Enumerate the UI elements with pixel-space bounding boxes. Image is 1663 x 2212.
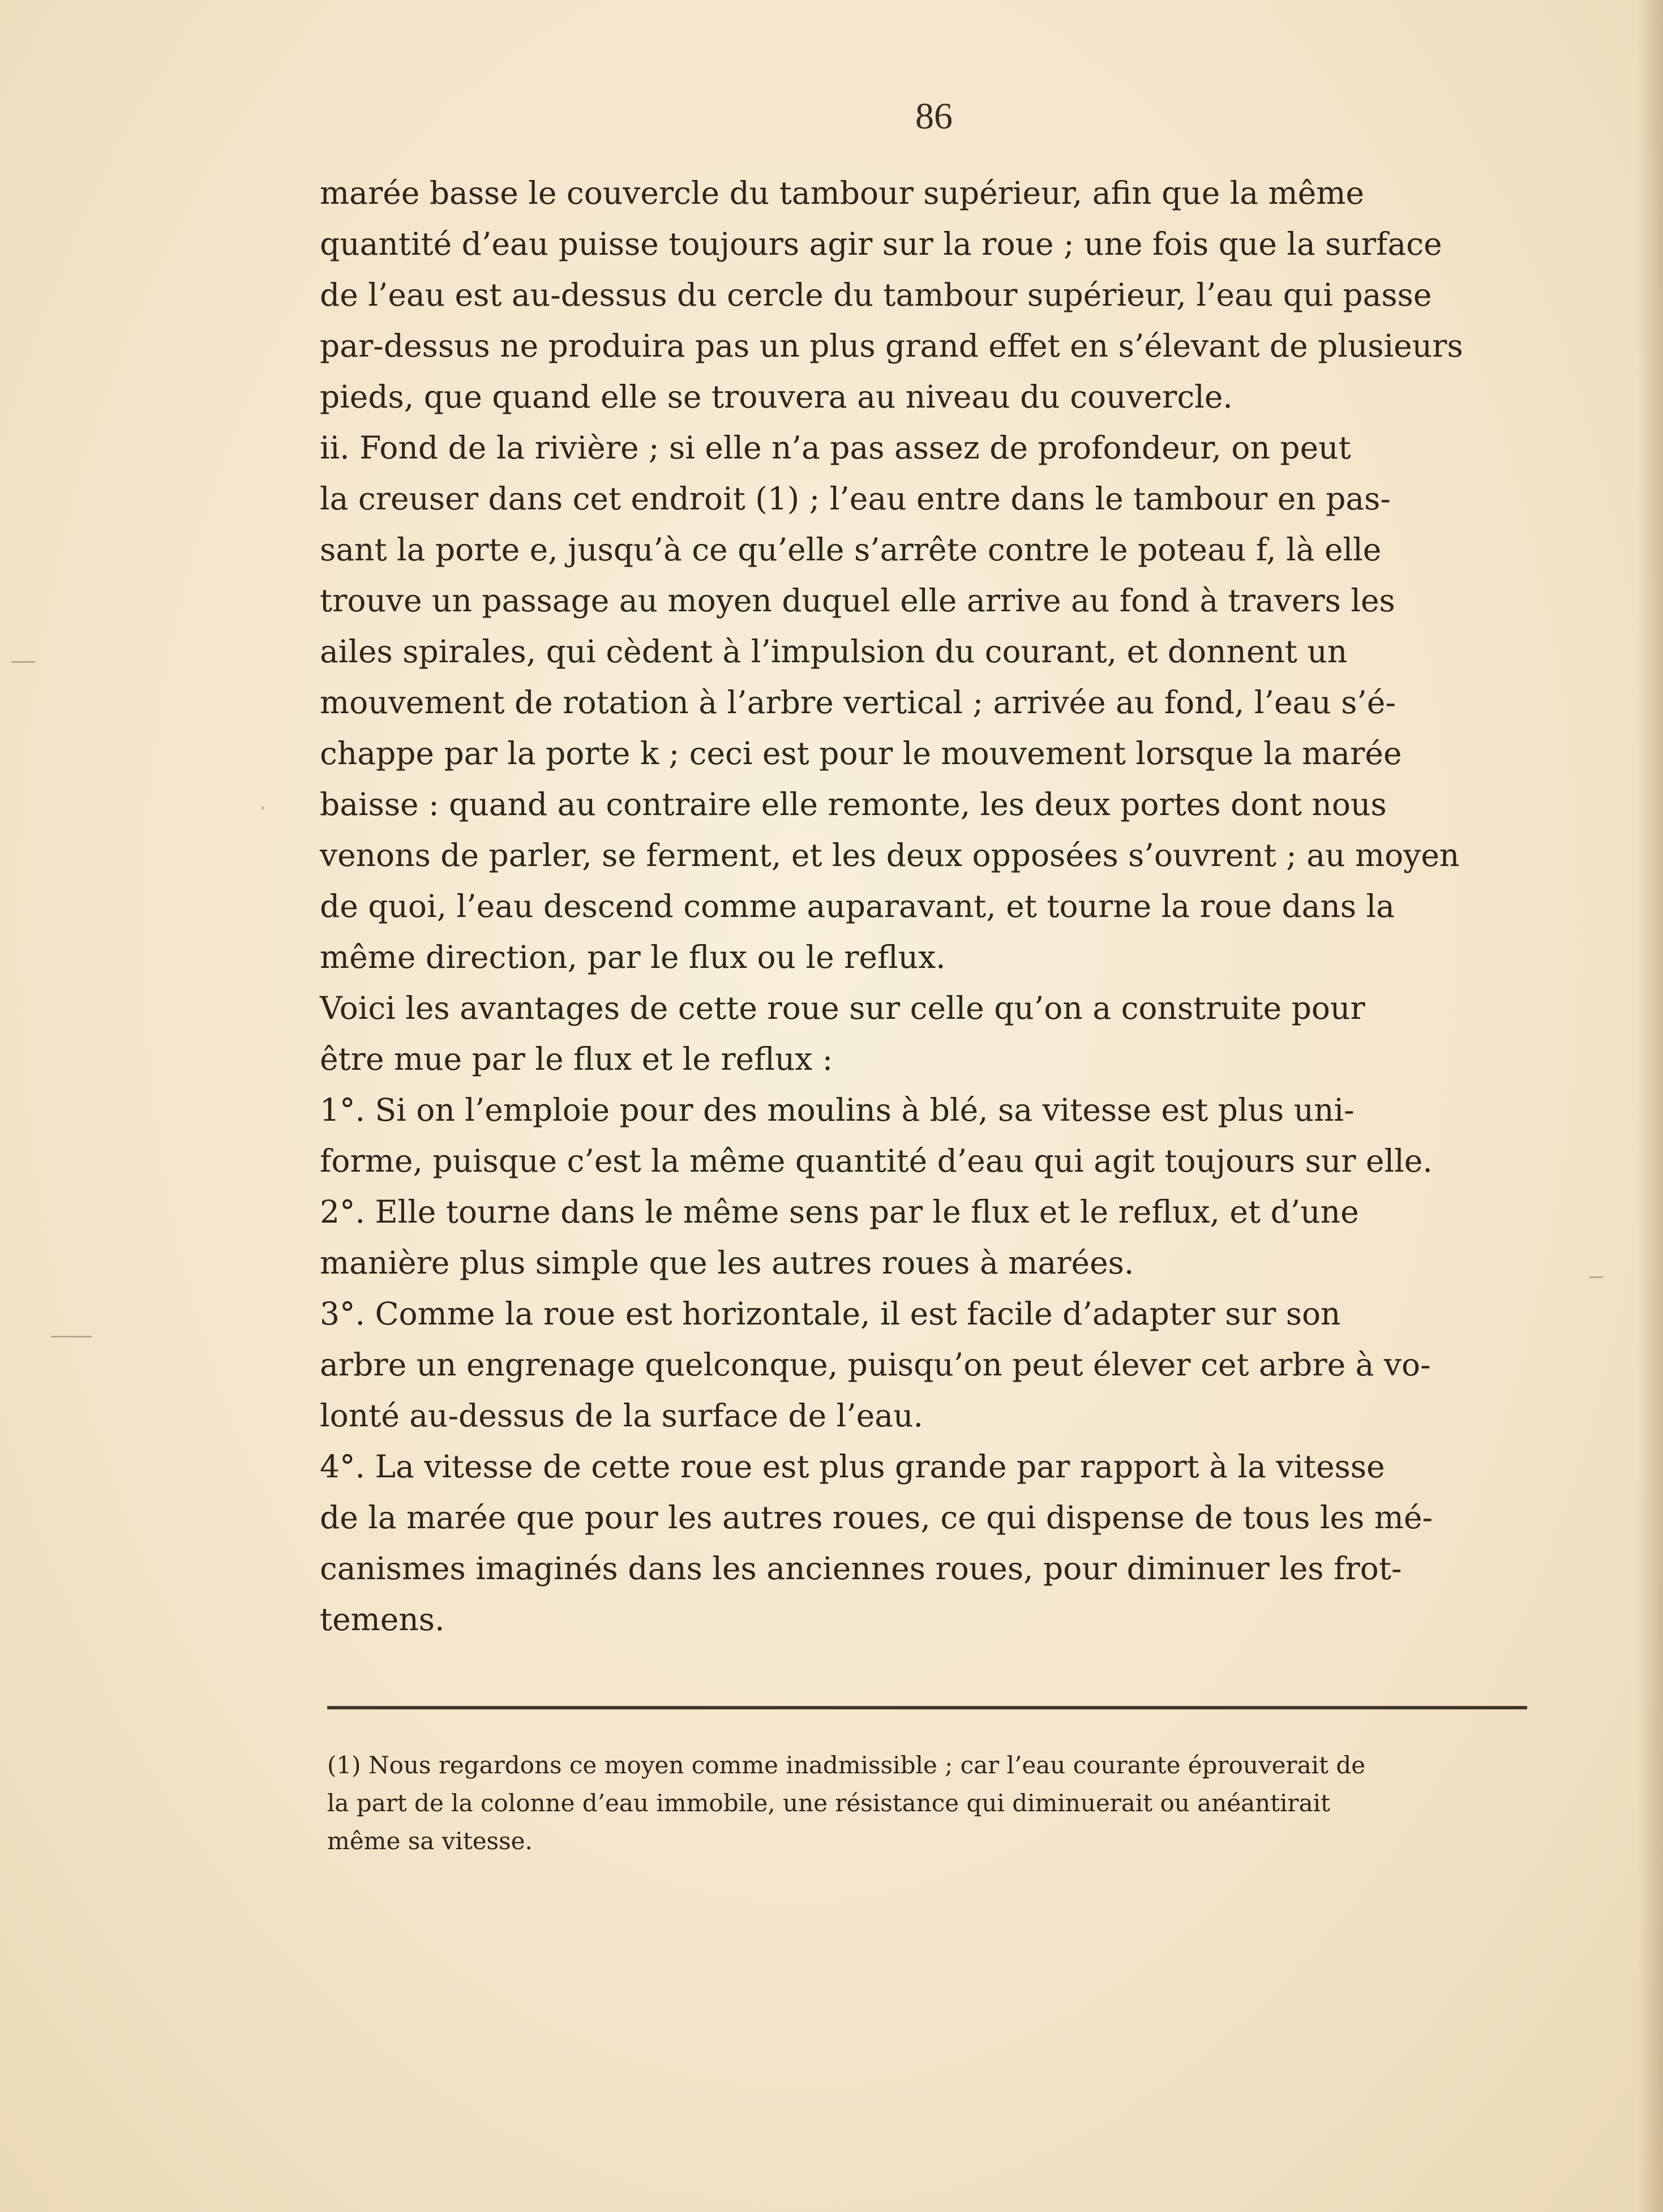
- footnote-block: [327, 1746, 1533, 1860]
- text-line: ii. Fond de la rivière ; si elle n’a pas assez de profondeur, on peut: [320, 430, 1351, 466]
- text-line: temens.: [320, 1601, 445, 1637]
- text-line: pieds, que quand elle se trouvera au niveau du couvercle.: [320, 379, 1233, 415]
- text-line: Voici les avantages de cette roue sur celle qu’on a construite pour: [320, 990, 1365, 1026]
- text-line: de l’eau est au-dessus du cercle du tambour supérieur, l’eau qui passe: [320, 277, 1432, 313]
- margin-mark: [51, 1336, 92, 1338]
- text-line: marée basse le couvercle du tambour supérieur, afin que la même: [320, 175, 1365, 211]
- text-line: manière plus simple que les autres roues à marées.: [320, 1245, 1134, 1281]
- text-line: lonté au-dessus de la surface de l’eau.: [320, 1397, 923, 1434]
- text-line: être mue par le flux et le reflux :: [320, 1041, 833, 1077]
- margin-mark: [262, 807, 264, 809]
- text-line: la creuser dans cet endroit (1) ; l’eau entre dans le tambour en pas-: [320, 481, 1391, 517]
- text-line: de quoi, l’eau descend comme auparavant, et tourne la roue dans la: [320, 888, 1395, 924]
- text-line: 4°. La vitesse de cette roue est plus grande par rapport à la vitesse: [320, 1448, 1385, 1485]
- margin-mark: [11, 661, 35, 663]
- text-line: 1°. Si on l’emploie pour des moulins à blé, sa vitesse est plus uni-: [320, 1092, 1355, 1128]
- page-edge-shadow: [1637, 0, 1663, 2212]
- footnote-line: même sa vitesse.: [327, 1827, 533, 1855]
- text-line: venons de parler, se ferment, et les deux opposées s’ouvrent ; au moyen: [320, 837, 1460, 873]
- text-line: forme, puisque c’est la même quantité d’eau qui agit toujours sur elle.: [320, 1143, 1433, 1179]
- text-line: quantité d’eau puisse toujours agir sur la roue ; une fois que la surface: [320, 226, 1442, 262]
- text-line: par-dessus ne produira pas un plus grand effet en s’élevant de plusieurs: [320, 328, 1463, 364]
- text-line: canismes imaginés dans les anciennes roues, pour diminuer les frot-: [320, 1550, 1402, 1587]
- text-line: ailes spirales, qui cèdent à l’impulsion du courant, et donnent un: [320, 633, 1348, 670]
- main-text-block: [320, 168, 1525, 1645]
- footnote-line: la part de la colonne d’eau immobile, une résistance qui diminuerait ou anéantirait: [327, 1789, 1330, 1817]
- text-line: arbre un engrenage quelconque, puisqu’on peut élever cet arbre à vo-: [320, 1347, 1431, 1383]
- text-line: de la marée que pour les autres roues, ce qui dispense de tous les mé-: [320, 1499, 1433, 1536]
- footnote-line: (1) Nous regardons ce moyen comme inadmissible ; car l’eau courante éprouverait de: [327, 1751, 1366, 1779]
- text-line: même direction, par le flux ou le reflux.: [320, 939, 946, 975]
- text-line: mouvement de rotation à l’arbre vertical ; arrivée au fond, l’eau s’é-: [320, 684, 1396, 721]
- text-line: trouve un passage au moyen duquel elle arrive au fond à travers les: [320, 582, 1395, 619]
- text-line: 3°. Comme la roue est horizontale, il est facile d’adapter sur son: [320, 1296, 1341, 1332]
- text-line: chappe par la porte k ; ceci est pour le mouvement lorsque la marée: [320, 735, 1402, 771]
- footnote-separator-line: [327, 1706, 1527, 1709]
- page-number: 86: [915, 96, 953, 137]
- margin-mark: [1589, 1276, 1603, 1278]
- text-line: sant la porte e, jusqu’à ce qu’elle s’arrête contre le poteau f, là elle: [320, 531, 1382, 568]
- text-line: baisse : quand au contraire elle remonte, les deux portes dont nous: [320, 786, 1387, 822]
- text-line: 2°. Elle tourne dans le même sens par le flux et le reflux, et d’une: [320, 1194, 1359, 1230]
